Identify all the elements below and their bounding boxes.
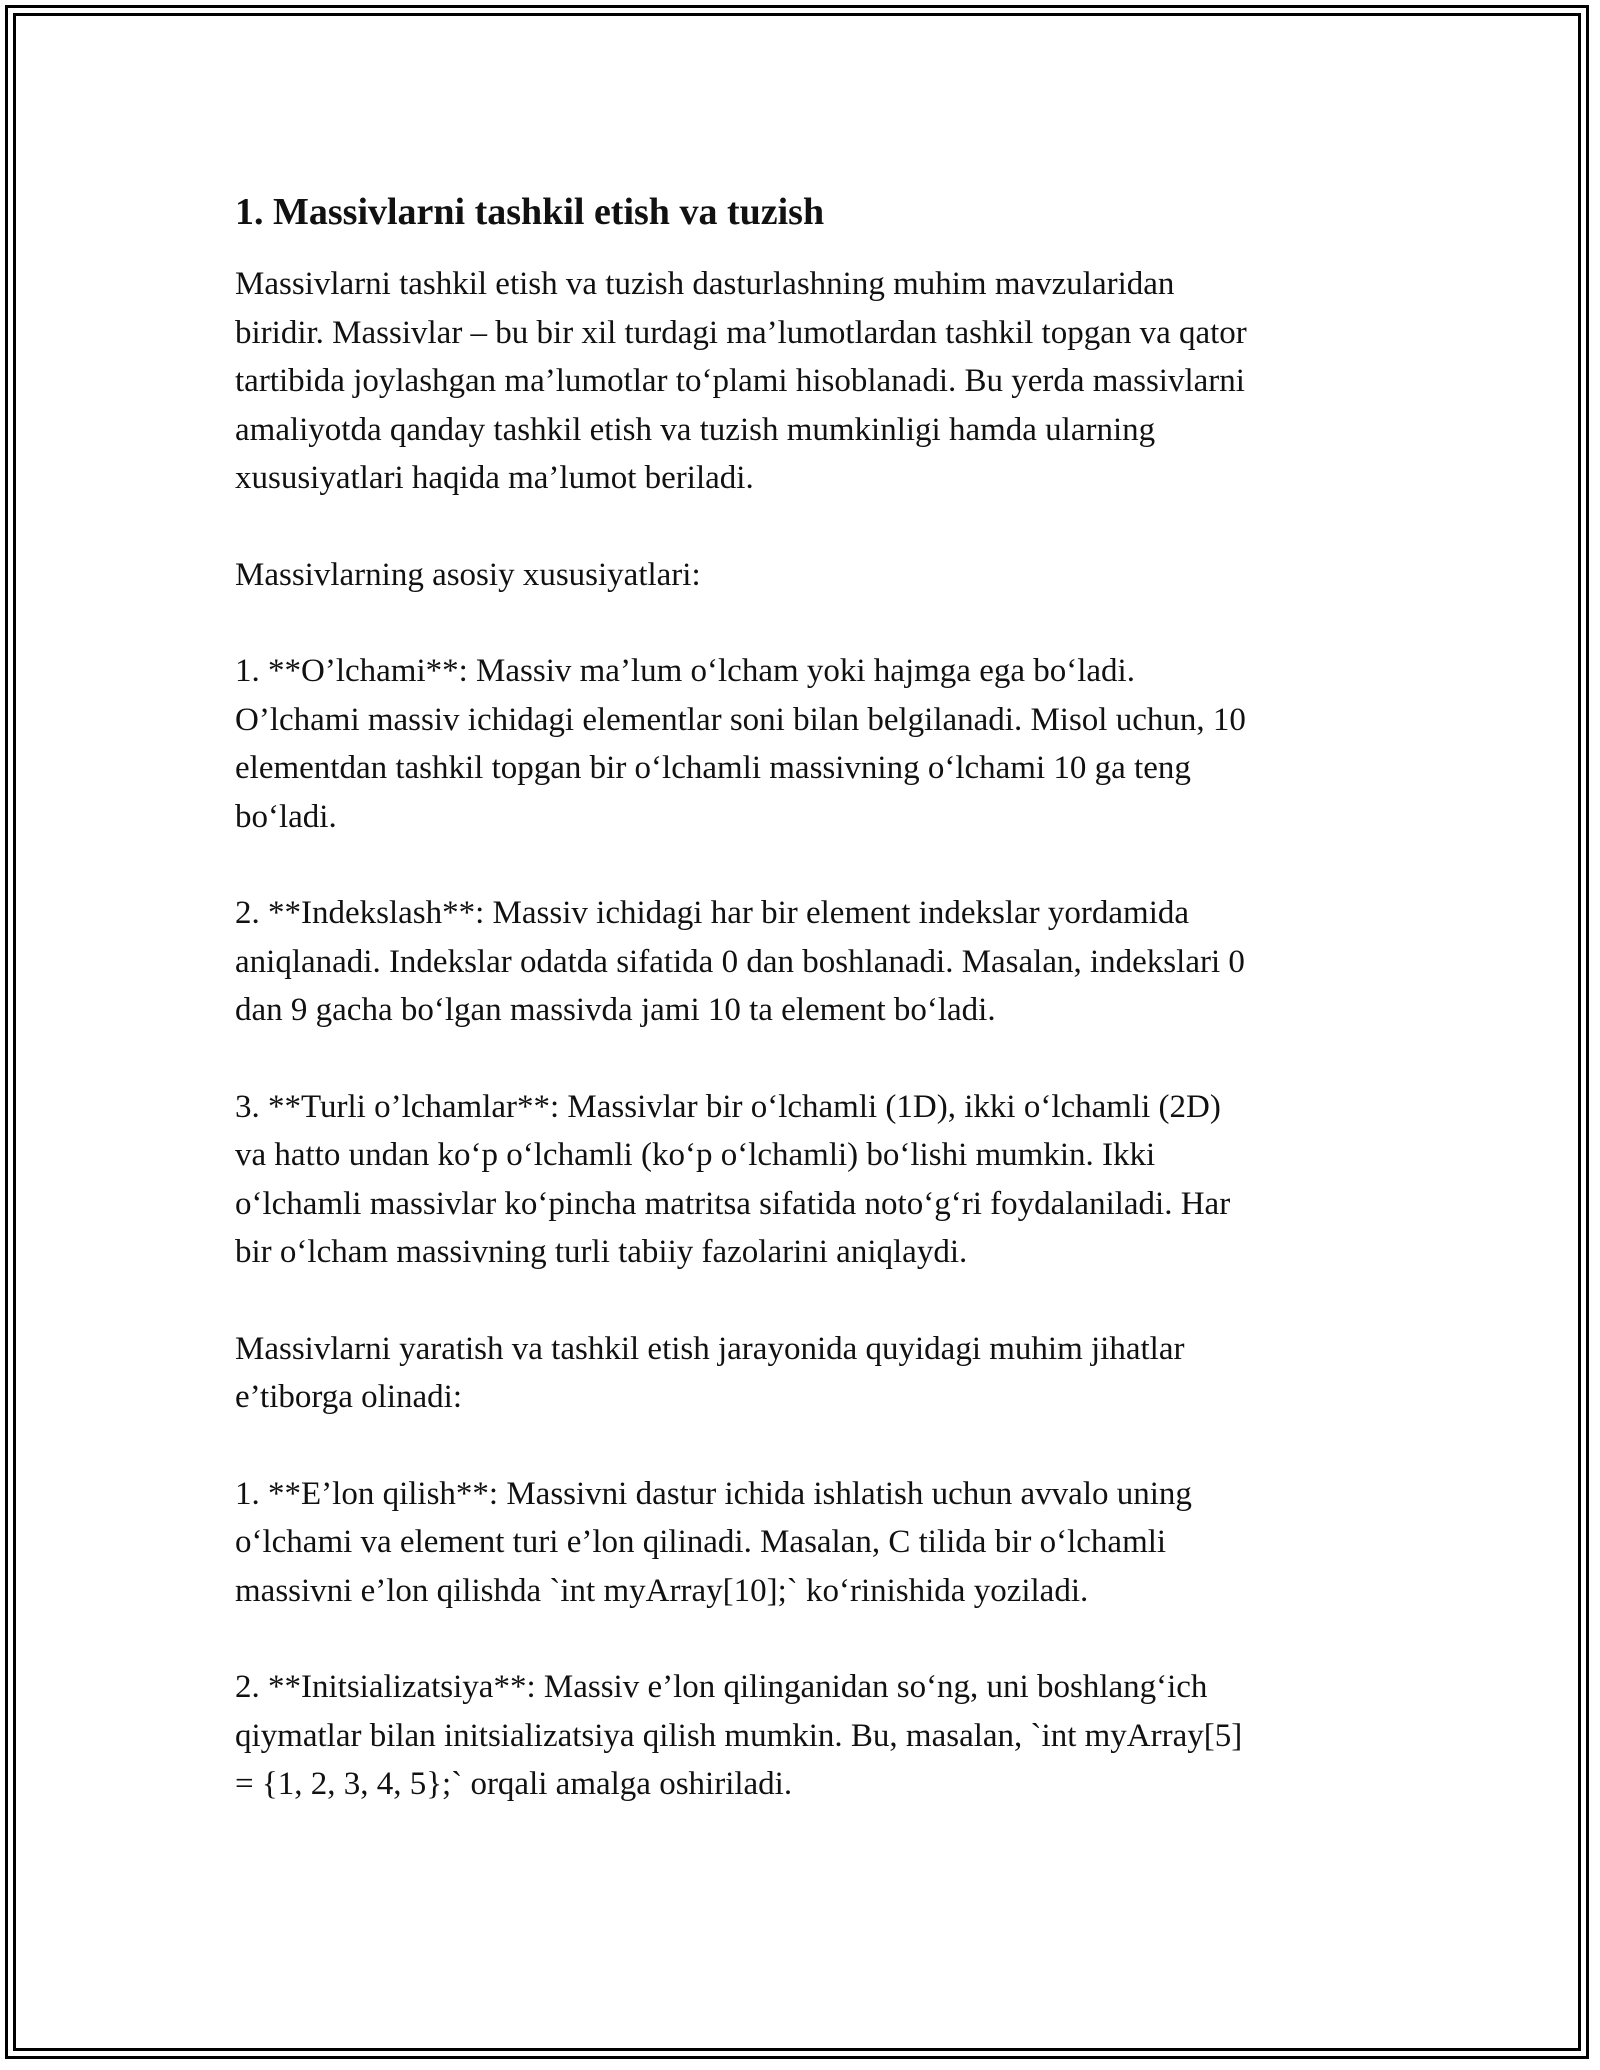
paragraph-aspects-intro: [235, 1325, 1375, 1422]
paragraph-indexing: [235, 889, 1375, 1035]
paragraph-properties-intro: [235, 551, 1375, 600]
text-line: 2. **Initsializatsiya**: Massiv e’lon qilinganidan so‘ng, uni boshlang‘ich: [235, 1669, 1208, 1705]
paragraph-dimensions: [235, 1083, 1375, 1277]
text-line: 2. **Indekslash**: Massiv ichidagi har bir element indekslar yordamida: [235, 895, 1190, 931]
text-line: o‘lchamli massivlar ko‘pincha matritsa sifatida noto‘g‘ri foydalaniladi. Har: [235, 1185, 1231, 1222]
paragraph-intro: [235, 260, 1375, 503]
text-line: xususiyatlari haqida ma’lumot beriladi.: [235, 460, 754, 496]
paragraph-size: [235, 647, 1375, 841]
text-line: 1. **E’lon qilish**: Massivni dastur ichida ishlatish uchun avvalo uning: [235, 1475, 1192, 1512]
text-line: aniqlanadi. Indekslar odatda sifatida 0 dan boshlanadi. Masalan, indekslari 0: [235, 943, 1245, 980]
text-line: qiymatlar bilan initsializatsiya qilish mumkin. Bu, masalan, `int myArray[5]: [235, 1717, 1243, 1754]
text-line: O’lchami massiv ichidagi elementlar soni bilan belgilanadi. Misol uchun, 10: [235, 701, 1246, 738]
text-line: Massivlarni tashkil etish va tuzish dasturlashning muhim mavzularidan: [235, 266, 1175, 302]
text-line: 1. **O’lchami**: Massiv ma’lum o‘lcham yoki hajmga ega bo‘ladi.: [235, 653, 1135, 689]
section-heading: 1. Massivlarni tashkil etish va tuzish: [235, 191, 825, 233]
text-line: o‘lchami va element turi e’lon qilinadi. Masalan, C tilida bir o‘lchamli: [235, 1524, 1167, 1560]
paragraph-declaration: [235, 1470, 1375, 1616]
text-line: bir o‘lcham massivning turli tabiiy fazolarini aniqlaydi.: [235, 1234, 968, 1270]
text-line: bo‘ladi.: [235, 798, 337, 835]
text-line: massivni e’lon qilishda `int myArray[10];` ko‘rinishida yoziladi.: [235, 1572, 1089, 1609]
text-line: = {1, 2, 3, 4, 5};` orqali amalga oshiriladi.: [235, 1766, 793, 1802]
text-line: va hatto undan ko‘p o‘lchamli (ko‘p o‘lchamli) bo‘lishi mumkin. Ikki: [235, 1137, 1156, 1173]
text-line: 3. **Turli o’lchamlar**: Massivlar bir o‘lchamli (1D), ikki o‘lchamli (2D): [235, 1088, 1221, 1125]
text-line: Massivlarning asosiy xususiyatlari:: [235, 556, 701, 593]
text-line: dan 9 gacha bo‘lgan massivda jami 10 ta element bo‘ladi.: [235, 992, 996, 1028]
text-line: biridir. Massivlar – bu bir xil turdagi ma’lumotlardan tashkil topgan va qator: [235, 314, 1247, 351]
text-line: Massivlarni yaratish va tashkil etish jarayonida quyidagi muhim jihatlar: [235, 1330, 1185, 1367]
text-line: tartibida joylashgan ma’lumotlar to‘plami hisoblanadi. Bu yerda massivlarni: [235, 363, 1245, 399]
document-page: [235, 186, 1375, 1857]
text-line: elementdan tashkil topgan bir o‘lchamli massivning o‘lchami 10 ga teng: [235, 750, 1191, 786]
text-line: amaliyotda qanday tashkil etish va tuzish mumkinligi hamda ularning: [235, 411, 1156, 448]
paragraph-initialization: [235, 1663, 1375, 1809]
text-line: e’tiborga olinadi:: [235, 1379, 462, 1415]
